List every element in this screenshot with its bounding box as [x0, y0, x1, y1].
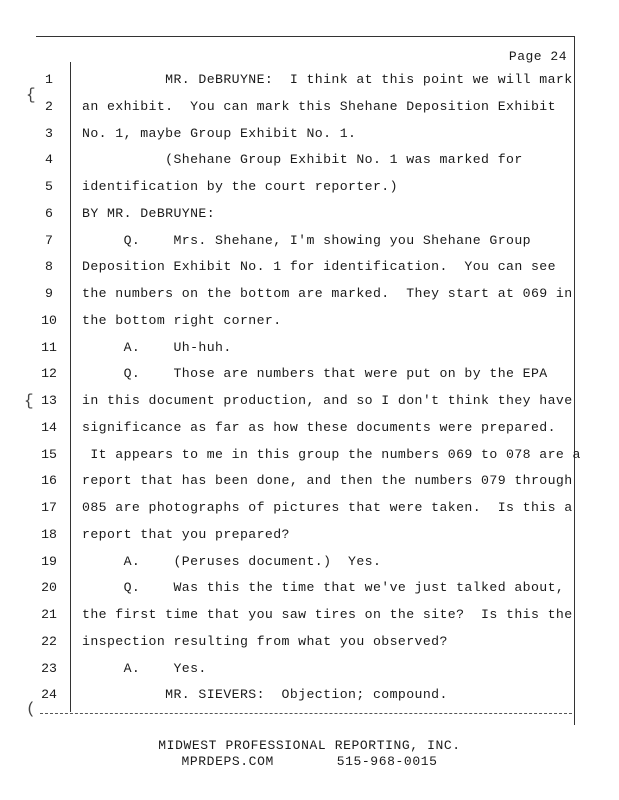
page-number-label: Page 24 — [508, 49, 567, 64]
transcript-line — [0, 72, 619, 90]
line-text: the bottom right corner. — [82, 312, 282, 328]
line-number: 16 — [41, 473, 57, 489]
transcript-line — [0, 313, 619, 331]
line-text: inspection resulting from what you observed? — [82, 633, 448, 649]
line-number: 18 — [41, 526, 57, 542]
transcript-line — [0, 447, 619, 465]
line-text: the first time that you saw tires on the site? Is this the — [82, 607, 573, 622]
transcript-line — [0, 420, 619, 438]
line-text: significance as far as how these documents were prepared. — [82, 419, 556, 435]
line-text: A. Uh-huh. — [82, 339, 232, 355]
footer-contact — [0, 754, 619, 769]
line-number: 17 — [41, 500, 57, 515]
transcript-line — [0, 661, 619, 679]
line-text: an exhibit. You can mark this Shehane Deposition Exhibit — [82, 98, 556, 114]
line-text: Q. Mrs. Shehane, I'm showing you Shehane Group — [82, 232, 531, 248]
transcript-line — [0, 152, 619, 170]
line-number: 8 — [45, 259, 53, 275]
line-text: Deposition Exhibit No. 1 for identification. You can see — [82, 259, 556, 275]
line-number: 14 — [41, 419, 57, 435]
line-text: 085 are photographs of pictures that were taken. Is this a — [82, 500, 573, 515]
transcript-line — [0, 473, 619, 491]
transcript-line — [0, 687, 619, 705]
transcript-line — [0, 233, 619, 251]
line-text: the numbers on the bottom are marked. They start at 069 in — [82, 286, 573, 301]
transcript-line — [0, 580, 619, 598]
line-number: 20 — [41, 580, 57, 596]
line-text: MR. SIEVERS: Objection; compound. — [82, 687, 448, 703]
line-number: 2 — [45, 98, 53, 114]
line-number: 3 — [45, 125, 53, 141]
line-number: 11 — [41, 339, 57, 355]
line-number: 10 — [41, 312, 57, 328]
line-number: 13 — [41, 393, 57, 408]
footer-website: MPRDEPS.COM — [181, 754, 274, 769]
line-text: MR. DeBRUYNE: I think at this point we will mark — [82, 72, 573, 87]
transcript-line — [0, 527, 619, 545]
line-number: 23 — [41, 660, 57, 676]
line-text: identification by the court reporter.) — [82, 179, 398, 194]
transcript-line — [0, 259, 619, 277]
line-text: (Shehane Group Exhibit No. 1 was marked for — [82, 152, 523, 168]
line-number: 5 — [45, 179, 53, 194]
line-number: 22 — [41, 633, 57, 649]
line-number: 7 — [45, 232, 53, 248]
line-text: report that you prepared? — [82, 526, 290, 542]
line-number: 12 — [41, 366, 57, 382]
line-text: BY MR. DeBRUYNE: — [82, 205, 216, 221]
line-number: 24 — [41, 687, 57, 703]
margin-bracket-mark: { — [24, 392, 34, 410]
footer-phone: 515-968-0015 — [336, 754, 438, 769]
footer-company: MIDWEST PROFESSIONAL REPORTING, INC. — [158, 738, 461, 753]
transcript-line — [0, 554, 619, 572]
line-text: Q. Those are numbers that were put on by the EPA — [82, 366, 548, 382]
transcript-line — [0, 500, 619, 518]
transcript-line — [0, 607, 619, 625]
line-text: It appears to me in this group the numbers 069 to 078 are a — [82, 446, 581, 462]
line-number: 6 — [45, 205, 53, 221]
line-text: report that has been done, and then the numbers 079 through — [82, 473, 573, 489]
line-text: A. (Peruses document.) Yes. — [82, 553, 382, 569]
line-number: 15 — [41, 446, 57, 462]
line-text: Q. Was this the time that we've just talked about, — [82, 580, 565, 596]
transcript-line — [0, 286, 619, 304]
transcript-line — [0, 393, 619, 411]
transcript-line — [0, 634, 619, 652]
line-text: in this document production, and so I don't think they have — [82, 393, 573, 408]
bottom-rule — [40, 713, 572, 714]
line-number: 4 — [45, 152, 53, 168]
line-text: No. 1, maybe Group Exhibit No. 1. — [82, 125, 357, 141]
transcript-line — [0, 99, 619, 117]
line-number: 1 — [45, 72, 53, 87]
line-number: 9 — [45, 286, 53, 301]
line-number: 19 — [41, 553, 57, 569]
margin-bracket-mark: { — [26, 86, 36, 104]
transcript-line — [0, 179, 619, 197]
transcript-line — [0, 126, 619, 144]
transcript-line — [0, 340, 619, 358]
line-number: 21 — [41, 607, 57, 622]
margin-bracket-mark: ( — [26, 700, 36, 718]
transcript-line — [0, 366, 619, 384]
transcript-line — [0, 206, 619, 224]
line-text: A. Yes. — [82, 660, 207, 676]
